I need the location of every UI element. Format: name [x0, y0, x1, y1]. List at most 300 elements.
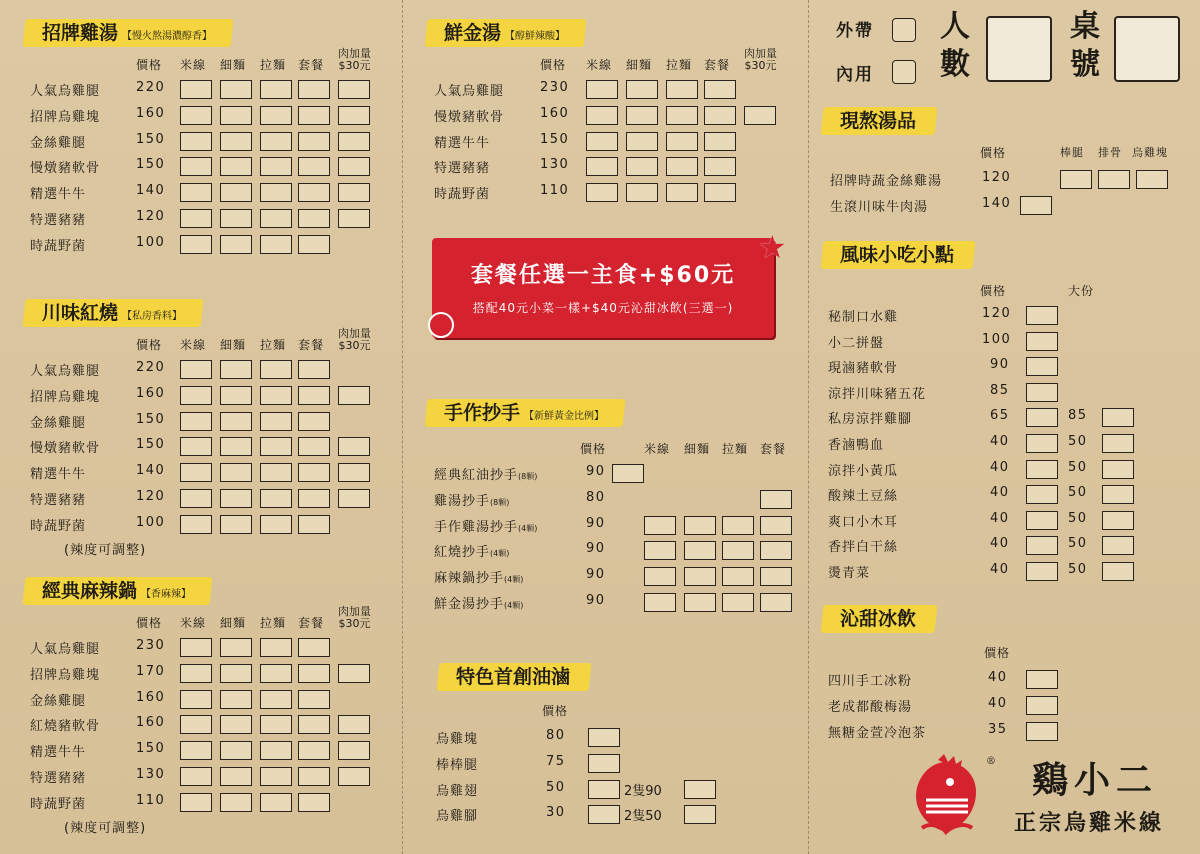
- order-checkbox[interactable]: [666, 80, 698, 99]
- order-checkbox[interactable]: [220, 80, 252, 99]
- braised-header: 價格: [542, 704, 569, 718]
- item-price: 40: [990, 536, 1010, 552]
- order-checkbox[interactable]: [180, 463, 212, 482]
- wontons-header: 細麵: [684, 442, 711, 456]
- drinks-title: 沁甜冰飲: [840, 608, 917, 630]
- item-price-large: 50: [1068, 459, 1088, 475]
- item-price: 85: [990, 382, 1010, 398]
- piece-count: (4顆): [518, 523, 538, 533]
- item-name: 精選牛牛: [30, 745, 87, 761]
- snacks-header: 大份: [1068, 284, 1095, 298]
- order-checkbox[interactable]: [220, 386, 252, 405]
- order-checkbox[interactable]: [760, 593, 792, 612]
- order-checkbox[interactable]: [644, 541, 676, 560]
- order-checkbox[interactable]: [260, 106, 292, 125]
- piece-count: (4顆): [504, 601, 524, 610]
- order-checkbox[interactable]: [260, 515, 292, 534]
- item-price: 150: [136, 411, 166, 427]
- order-checkbox[interactable]: [338, 386, 370, 405]
- item-price: 75: [546, 753, 566, 769]
- item-name: 時蔬野菌: [30, 518, 87, 534]
- order-checkbox[interactable]: [1026, 408, 1058, 427]
- mala_pot-header: 米線: [180, 616, 207, 630]
- order-checkbox[interactable]: [180, 638, 212, 657]
- order-checkbox[interactable]: [260, 386, 292, 405]
- item-name: 香滷鴨血: [828, 438, 885, 453]
- item-name: 老成都酸梅湯: [828, 700, 913, 715]
- order-checkbox[interactable]: [180, 741, 212, 760]
- snacks-banner: [826, 238, 968, 272]
- order-checkbox[interactable]: [1102, 434, 1134, 453]
- item-price: 120: [982, 306, 1012, 321]
- order-checkbox[interactable]: [180, 157, 212, 176]
- order-checkbox[interactable]: [588, 805, 620, 824]
- item-price: 160: [136, 689, 166, 705]
- item-price: 150: [540, 131, 570, 147]
- item-name: 人氣烏雞腿: [30, 642, 101, 657]
- order-checkbox[interactable]: [180, 386, 212, 405]
- order-checkbox[interactable]: [298, 489, 330, 508]
- order-checkbox[interactable]: [220, 638, 252, 657]
- snacks-title: 風味小吃小點: [840, 244, 955, 266]
- mala_pot-header: 套餐: [298, 616, 325, 630]
- order-checkbox[interactable]: [260, 183, 292, 202]
- order-checkbox[interactable]: [1026, 536, 1058, 555]
- order-checkbox[interactable]: [220, 741, 252, 760]
- order-checkbox[interactable]: [298, 463, 330, 482]
- item-price: 160: [136, 105, 166, 121]
- item-name: 鮮金湯抄手(4顆): [434, 597, 524, 612]
- order-checkbox[interactable]: [180, 489, 212, 508]
- order-checkbox[interactable]: [626, 157, 658, 176]
- order-checkbox[interactable]: [220, 515, 252, 534]
- signature_soup-header: 價格: [136, 58, 163, 72]
- order-checkbox[interactable]: [338, 463, 370, 482]
- order-checkbox[interactable]: [298, 664, 330, 683]
- order-checkbox[interactable]: [260, 767, 292, 786]
- item-price: 40: [990, 459, 1010, 475]
- registered-mark: ®: [986, 756, 996, 767]
- order-checkbox[interactable]: [626, 106, 658, 125]
- table-label: [1070, 8, 1104, 84]
- order-checkbox[interactable]: [298, 80, 330, 99]
- piece-count: (8顆): [518, 472, 538, 481]
- order-checkbox[interactable]: [1026, 696, 1058, 715]
- order-checkbox[interactable]: [298, 360, 330, 379]
- mala_pot-header: 細麵: [220, 616, 247, 630]
- item-price: 120: [982, 170, 1012, 185]
- order-checkbox[interactable]: [338, 437, 370, 456]
- order-checkbox[interactable]: [298, 183, 330, 202]
- order-checkbox[interactable]: [644, 567, 676, 586]
- item-name: 招牌烏雞塊: [30, 109, 101, 125]
- hot_soups-header: 排骨: [1098, 146, 1122, 159]
- order-checkbox[interactable]: [338, 741, 370, 760]
- order-checkbox[interactable]: [220, 235, 252, 254]
- order-checkbox[interactable]: [1026, 383, 1058, 402]
- item-price: 100: [982, 331, 1012, 347]
- order-checkbox[interactable]: [644, 516, 676, 535]
- wontons-subtitle: 【新鮮黃金比例】: [524, 411, 605, 422]
- signature_soup-header: 拉麵: [260, 58, 287, 72]
- sichuan_braised-header: [338, 328, 371, 352]
- item-price: 220: [136, 360, 166, 375]
- order-checkbox[interactable]: [220, 209, 252, 228]
- column-divider: [402, 0, 403, 854]
- item-price: 90: [586, 464, 606, 479]
- item-price: 150: [136, 437, 166, 453]
- order-checkbox[interactable]: [260, 360, 292, 379]
- rooster-logo-icon: [902, 752, 990, 840]
- order-checkbox[interactable]: [760, 567, 792, 586]
- order-checkbox[interactable]: [298, 157, 330, 176]
- order-checkbox[interactable]: [744, 106, 776, 125]
- hot_soups-header: 烏雞塊: [1132, 146, 1168, 159]
- item-extra: 2隻50: [624, 809, 662, 825]
- order-checkbox[interactable]: [298, 690, 330, 709]
- order-checkbox[interactable]: [586, 183, 618, 202]
- item-name: 麻辣鍋抄手(4顆): [434, 571, 524, 587]
- item-name: 時蔬野菌: [30, 238, 87, 254]
- order-checkbox[interactable]: [298, 515, 330, 534]
- order-checkbox[interactable]: [338, 80, 370, 99]
- order-checkbox[interactable]: [1026, 306, 1058, 325]
- order-checkbox[interactable]: [260, 80, 292, 99]
- wontons-header: 套餐: [760, 442, 787, 456]
- order-checkbox[interactable]: [666, 183, 698, 202]
- order-checkbox[interactable]: [180, 360, 212, 379]
- sichuan_braised-header: 細麵: [220, 338, 247, 352]
- item-name: 精選牛牛: [434, 135, 491, 151]
- order-checkbox[interactable]: [588, 780, 620, 799]
- order-checkbox[interactable]: [704, 157, 736, 176]
- fresh_soup-header: 套餐: [704, 58, 731, 72]
- item-name: 慢燉豬軟骨: [434, 109, 505, 125]
- order-checkbox[interactable]: [666, 106, 698, 125]
- snacks-header: 價格: [980, 284, 1007, 298]
- takeout-checkbox[interactable]: [892, 18, 916, 42]
- table-number-box[interactable]: [1114, 16, 1180, 82]
- order-checkbox[interactable]: [722, 593, 754, 612]
- item-price: 90: [586, 567, 606, 583]
- item-price: 90: [990, 357, 1010, 373]
- item-price-large: 50: [1068, 510, 1088, 526]
- item-price: 150: [136, 131, 166, 147]
- order-checkbox[interactable]: [626, 183, 658, 202]
- order-checkbox[interactable]: [298, 715, 330, 734]
- order-checkbox[interactable]: [626, 132, 658, 151]
- piece-count: (4顆): [504, 575, 524, 585]
- order-checkbox[interactable]: [1136, 170, 1168, 189]
- order-checkbox[interactable]: [180, 793, 212, 812]
- mala_pot-note: (辣度可調整): [64, 820, 147, 836]
- item-price: 230: [540, 80, 570, 95]
- order-checkbox[interactable]: [298, 638, 330, 657]
- item-price: 170: [136, 663, 166, 679]
- order-checkbox[interactable]: [588, 754, 620, 773]
- item-price: 80: [546, 728, 566, 743]
- order-checkbox[interactable]: [220, 767, 252, 786]
- order-checkbox[interactable]: [180, 235, 212, 254]
- order-checkbox[interactable]: [260, 638, 292, 657]
- order-checkbox[interactable]: [180, 106, 212, 125]
- order-checkbox[interactable]: [220, 183, 252, 202]
- item-price: 220: [136, 80, 166, 95]
- order-checkbox[interactable]: [260, 235, 292, 254]
- order-checkbox[interactable]: [1060, 170, 1092, 189]
- order-checkbox[interactable]: [684, 593, 716, 612]
- item-price: 40: [990, 562, 1010, 577]
- order-checkbox[interactable]: [180, 664, 212, 683]
- order-checkbox[interactable]: [298, 767, 330, 786]
- item-price: 140: [982, 196, 1012, 211]
- order-checkbox[interactable]: [626, 80, 658, 99]
- order-checkbox[interactable]: [684, 516, 716, 535]
- item-price: 160: [136, 715, 166, 731]
- order-checkbox[interactable]: [1102, 460, 1134, 479]
- order-checkbox[interactable]: [180, 515, 212, 534]
- order-checkbox[interactable]: [180, 437, 212, 456]
- item-price-large: 50: [1068, 434, 1088, 449]
- order-checkbox[interactable]: [1026, 511, 1058, 530]
- takeout-label: 外帶: [836, 21, 874, 41]
- item-name: 私房涼拌雞腳: [828, 412, 913, 428]
- order-checkbox[interactable]: [220, 793, 252, 812]
- item-price: 90: [586, 541, 606, 557]
- order-checkbox[interactable]: [260, 463, 292, 482]
- order-checkbox[interactable]: [1026, 670, 1058, 689]
- mala_pot-header: 價格: [136, 616, 163, 630]
- order-checkbox[interactable]: [260, 793, 292, 812]
- order-checkbox[interactable]: [338, 132, 370, 151]
- order-checkbox[interactable]: [684, 567, 716, 586]
- item-name: 特選豬豬: [30, 771, 87, 786]
- order-checkbox[interactable]: [180, 715, 212, 734]
- order-checkbox[interactable]: [704, 132, 736, 151]
- order-checkbox[interactable]: [298, 386, 330, 405]
- order-checkbox[interactable]: [1102, 408, 1134, 427]
- order-checkbox[interactable]: [1098, 170, 1130, 189]
- order-checkbox[interactable]: [260, 715, 292, 734]
- order-checkbox[interactable]: [760, 490, 792, 509]
- order-checkbox[interactable]: [298, 132, 330, 151]
- order-checkbox[interactable]: [260, 132, 292, 151]
- wontons-header: 米線: [644, 442, 671, 456]
- order-checkbox[interactable]: [220, 690, 252, 709]
- order-checkbox[interactable]: [612, 464, 644, 483]
- order-checkbox[interactable]: [722, 541, 754, 560]
- order-checkbox[interactable]: [704, 106, 736, 125]
- item-price-large: 50: [1068, 485, 1088, 501]
- dine-in-label: 內用: [836, 65, 874, 85]
- order-checkbox[interactable]: [180, 412, 212, 431]
- order-checkbox[interactable]: [704, 183, 736, 202]
- item-price: 140: [136, 463, 166, 479]
- order-checkbox[interactable]: [684, 805, 716, 824]
- order-checkbox[interactable]: [260, 664, 292, 683]
- order-checkbox[interactable]: [722, 567, 754, 586]
- item-price: 40: [990, 510, 1010, 526]
- order-checkbox[interactable]: [220, 437, 252, 456]
- order-checkbox[interactable]: [220, 489, 252, 508]
- order-checkbox[interactable]: [220, 412, 252, 431]
- order-checkbox[interactable]: [1020, 196, 1052, 215]
- order-checkbox[interactable]: [1102, 511, 1134, 530]
- item-price: 230: [136, 638, 166, 653]
- signature_soup-subtitle: 【慢火熬湯濃醇香】: [122, 31, 213, 42]
- mala_pot-header: 拉麵: [260, 616, 287, 630]
- order-checkbox[interactable]: [338, 664, 370, 683]
- hot_soups-row: [830, 166, 1070, 192]
- item-name: 酸辣土豆絲: [828, 489, 899, 505]
- order-checkbox[interactable]: [260, 489, 292, 508]
- order-checkbox[interactable]: [1026, 722, 1058, 741]
- order-checkbox[interactable]: [644, 593, 676, 612]
- order-checkbox[interactable]: [260, 437, 292, 456]
- order-checkbox[interactable]: [220, 132, 252, 151]
- column-divider: [808, 0, 809, 854]
- header-line: 肉加量: [338, 47, 371, 60]
- item-price-large: 50: [1068, 536, 1088, 552]
- item-name: 棒棒腿: [436, 757, 479, 773]
- order-checkbox[interactable]: [666, 157, 698, 176]
- item-price: 150: [136, 157, 166, 173]
- order-checkbox[interactable]: [1026, 460, 1058, 479]
- people-label-char: 人: [940, 9, 970, 44]
- order-checkbox[interactable]: [338, 106, 370, 125]
- order-checkbox[interactable]: [298, 235, 330, 254]
- hot_soups-title: 現熬湯品: [840, 110, 917, 132]
- item-price: 90: [586, 515, 606, 531]
- order-checkbox[interactable]: [760, 516, 792, 535]
- fresh_soup-title: 鮮金湯: [444, 22, 502, 44]
- order-checkbox[interactable]: [260, 690, 292, 709]
- fresh_soup-banner: [430, 16, 579, 50]
- order-checkbox[interactable]: [586, 106, 618, 125]
- order-checkbox[interactable]: [1026, 485, 1058, 504]
- people-label: [940, 8, 974, 84]
- order-checkbox[interactable]: [586, 157, 618, 176]
- set-meal-promo: [432, 238, 774, 338]
- item-price-large: 85: [1068, 408, 1088, 424]
- item-price: 80: [586, 489, 606, 505]
- order-checkbox[interactable]: [338, 157, 370, 176]
- order-checkbox[interactable]: [298, 793, 330, 812]
- order-checkbox[interactable]: [704, 80, 736, 99]
- item-name: 烏雞翅: [436, 783, 479, 799]
- order-checkbox[interactable]: [1102, 536, 1134, 555]
- item-name: 生滾川味牛肉湯: [830, 200, 929, 215]
- order-checkbox[interactable]: [180, 132, 212, 151]
- item-name: 招牌烏雞塊: [30, 667, 101, 683]
- item-name: 精選牛牛: [30, 467, 87, 483]
- item-price: 100: [136, 514, 166, 530]
- item-price: 160: [540, 105, 570, 121]
- order-checkbox[interactable]: [220, 106, 252, 125]
- order-checkbox[interactable]: [1026, 434, 1058, 453]
- hot_soups-banner: [826, 104, 930, 138]
- item-name: 燙青菜: [828, 566, 871, 581]
- order-checkbox[interactable]: [220, 360, 252, 379]
- drinks-banner: [826, 602, 930, 636]
- snacks-row: [828, 353, 1168, 379]
- item-name: 金絲雞腿: [30, 415, 87, 431]
- order-checkbox[interactable]: [180, 183, 212, 202]
- order-checkbox[interactable]: [1026, 332, 1058, 351]
- order-checkbox[interactable]: [298, 106, 330, 125]
- snacks-row: [828, 302, 1168, 328]
- order-checkbox[interactable]: [1026, 357, 1058, 376]
- item-name: 手作雞湯抄手(4顆): [434, 519, 538, 535]
- item-name: 特選豬豬: [434, 161, 491, 177]
- order-checkbox[interactable]: [180, 80, 212, 99]
- piece-count: (4顆): [490, 549, 510, 559]
- order-checkbox[interactable]: [338, 209, 370, 228]
- order-checkbox[interactable]: [180, 690, 212, 709]
- sichuan_braised-subtitle: 【私房香料】: [122, 311, 183, 322]
- header-line: $30元: [744, 59, 777, 72]
- order-checkbox[interactable]: [180, 767, 212, 786]
- item-name: 金絲雞腿: [30, 135, 87, 151]
- item-extra: 2隻90: [624, 783, 662, 799]
- order-checkbox[interactable]: [586, 80, 618, 99]
- mala_pot-subtitle: 【香麻辣】: [141, 589, 192, 600]
- planet-icon: [428, 312, 454, 338]
- order-checkbox[interactable]: [684, 780, 716, 799]
- item-name: 香拌白干絲: [828, 540, 899, 556]
- order-checkbox[interactable]: [298, 412, 330, 431]
- item-price: 120: [136, 209, 166, 224]
- item-price: 90: [586, 593, 606, 608]
- order-checkbox[interactable]: [338, 715, 370, 734]
- header-line: $30元: [338, 59, 371, 72]
- order-checkbox[interactable]: [1026, 562, 1058, 581]
- order-checkbox[interactable]: [260, 412, 292, 431]
- dine-in-checkbox[interactable]: [892, 60, 916, 84]
- order-checkbox[interactable]: [684, 541, 716, 560]
- order-checkbox[interactable]: [180, 209, 212, 228]
- order-checkbox[interactable]: [298, 209, 330, 228]
- promo-detail: 搭配40元小菜一樣+$40元沁甜冰飲(三選一): [472, 301, 734, 315]
- order-checkbox[interactable]: [666, 132, 698, 151]
- order-checkbox[interactable]: [722, 516, 754, 535]
- order-checkbox[interactable]: [220, 463, 252, 482]
- order-checkbox[interactable]: [298, 437, 330, 456]
- order-checkbox[interactable]: [760, 541, 792, 560]
- people-count-box[interactable]: [986, 16, 1052, 82]
- item-price: 150: [136, 741, 166, 757]
- header-line: $30元: [338, 617, 371, 630]
- order-checkbox[interactable]: [298, 741, 330, 760]
- braised-banner: [442, 660, 584, 694]
- order-checkbox[interactable]: [588, 728, 620, 747]
- order-checkbox[interactable]: [1102, 485, 1134, 504]
- order-checkbox[interactable]: [260, 741, 292, 760]
- order-checkbox[interactable]: [260, 157, 292, 176]
- order-checkbox[interactable]: [220, 157, 252, 176]
- sichuan_braised-header: 套餐: [298, 338, 325, 352]
- order-checkbox[interactable]: [260, 209, 292, 228]
- order-checkbox[interactable]: [220, 664, 252, 683]
- order-checkbox[interactable]: [1102, 562, 1134, 581]
- order-checkbox[interactable]: [338, 183, 370, 202]
- order-checkbox[interactable]: [338, 489, 370, 508]
- order-checkbox[interactable]: [220, 715, 252, 734]
- item-name: 紅燒抄手(4顆): [434, 545, 510, 561]
- item-name: 精選牛牛: [30, 187, 87, 203]
- order-checkbox[interactable]: [338, 767, 370, 786]
- order-checkbox[interactable]: [586, 132, 618, 151]
